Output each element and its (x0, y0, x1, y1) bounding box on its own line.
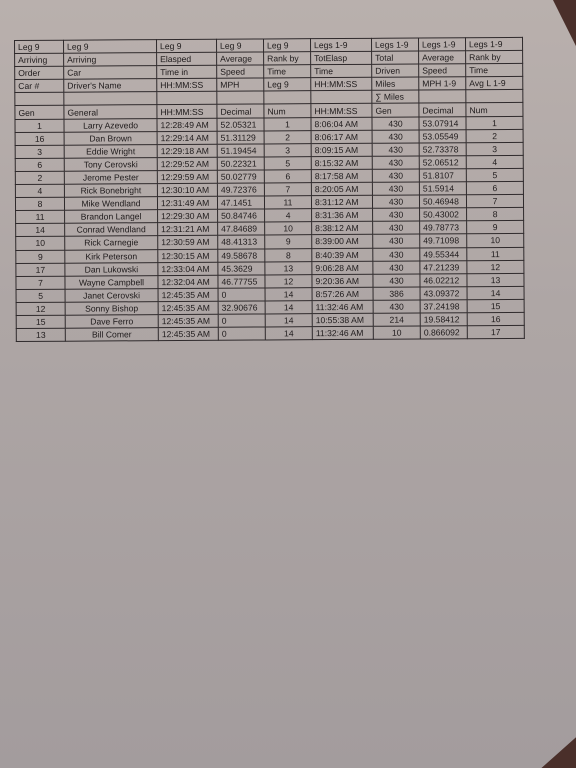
table-row (16, 325, 524, 341)
table-cell: 430 (373, 221, 420, 234)
header-cell: Gen (15, 106, 64, 119)
table-cell: 12:29:18 AM (157, 144, 217, 157)
header-cell (157, 92, 217, 105)
table-cell: Dan Brown (64, 131, 157, 145)
header-cell: Car (64, 66, 157, 80)
table-cell: 3 (15, 145, 64, 158)
table-cell: 4 (15, 184, 64, 197)
table-cell: 8 (15, 197, 64, 210)
header-cell: Speed (419, 64, 466, 77)
table-cell: 430 (373, 208, 420, 221)
header-cell (264, 91, 311, 104)
header-cell (466, 90, 523, 103)
table-cell: 7 (264, 183, 311, 196)
table-cell: 47.84689 (218, 222, 265, 235)
table-cell: 12:32:04 AM (158, 275, 218, 288)
table-cell: 7 (466, 195, 523, 208)
table-cell: 9:06:28 AM (312, 261, 373, 274)
table-cell: Rick Bonebright (64, 184, 157, 198)
table-cell: 48.41313 (218, 235, 265, 248)
table-cell: 14 (265, 314, 312, 327)
table-cell: 1 (466, 116, 523, 129)
table-cell: 386 (373, 287, 420, 300)
table-cell: 0 (218, 288, 265, 301)
header-cell: Legs 1-9 (465, 37, 522, 50)
table-cell: 8 (467, 208, 524, 221)
table-cell: 6 (466, 181, 523, 194)
table-cell: 50.02779 (217, 170, 264, 183)
table-cell: 4 (466, 155, 523, 168)
table-cell: 14 (467, 286, 524, 299)
header-cell: Legs 1-9 (310, 38, 371, 51)
table-cell: 12:30:15 AM (158, 249, 218, 262)
header-cell: Decimal (419, 103, 466, 116)
header-cell: Num (264, 104, 311, 117)
table-cell: 6 (264, 170, 311, 183)
table-cell: 3 (264, 143, 311, 156)
table-cell: 430 (372, 130, 419, 143)
header-cell (217, 91, 264, 104)
table-cell: 12 (16, 302, 65, 315)
header-cell: Leg 9 (157, 39, 217, 52)
table-cell: 8:17:58 AM (311, 169, 372, 182)
table-cell: Kirk Peterson (65, 249, 158, 263)
header-cell: Order (15, 66, 64, 79)
table-cell: 430 (373, 248, 420, 261)
table-cell: 16 (467, 312, 524, 325)
table-cell: 8:39:00 AM (312, 235, 373, 248)
table-cell: 12:45:35 AM (158, 301, 218, 314)
table-cell: 8:31:36 AM (312, 209, 373, 222)
header-cell: Elasped (157, 52, 217, 65)
table-cell: Larry Azevedo (64, 118, 157, 132)
header-cell: Average (217, 52, 264, 65)
table-cell: 12:30:59 AM (158, 236, 218, 249)
table-cell: 8 (265, 248, 312, 261)
header-cell: Car # (15, 79, 64, 92)
table-cell: 9 (265, 235, 312, 248)
table-cell: 4 (265, 209, 312, 222)
table-cell: 5 (16, 289, 65, 302)
results-table-body (15, 37, 525, 341)
table-cell: 51.31129 (217, 131, 264, 144)
table-cell: 430 (372, 156, 419, 169)
table-cell: 8:09:15 AM (311, 143, 372, 156)
header-cell (419, 90, 466, 103)
header-cell: Miles (372, 77, 419, 90)
table-cell: 430 (373, 274, 420, 287)
table-cell: 49.71098 (420, 234, 467, 247)
table-cell: 14 (265, 301, 312, 314)
table-cell: 9 (16, 250, 65, 263)
table-cell: Conrad Wendland (65, 223, 158, 237)
table-cell: 43.09372 (420, 287, 467, 300)
table-cell: 14 (265, 327, 312, 340)
table-cell: 11 (467, 247, 524, 260)
table-cell: 430 (372, 169, 419, 182)
table-cell: 430 (373, 234, 420, 247)
table-cell: 11 (264, 196, 311, 209)
header-cell: General (64, 105, 157, 119)
table-cell: Bill Comer (65, 328, 158, 342)
table-cell: 47.21239 (420, 260, 467, 273)
table-cell: Jerome Pester (64, 171, 157, 185)
table-cell: 8:38:12 AM (312, 222, 373, 235)
table-cell: 430 (373, 300, 420, 313)
table-cell: 0 (218, 327, 265, 340)
table-cell: 8:15:32 AM (311, 156, 372, 169)
table-cell: 1 (264, 117, 311, 130)
table-cell: 50.22321 (217, 157, 264, 170)
header-cell: Arriving (15, 53, 64, 66)
table-cell: 430 (373, 261, 420, 274)
header-cell: Driver's Name (64, 79, 157, 93)
table-cell: 430 (372, 182, 419, 195)
header-cell: Leg 9 (216, 39, 263, 52)
header-cell: Leg 9 (64, 40, 157, 54)
table-cell: 13 (467, 273, 524, 286)
table-cell: 50.84746 (218, 209, 265, 222)
table-cell: 51.19454 (217, 144, 264, 157)
header-cell: Time (311, 65, 372, 78)
table-cell: 8:40:39 AM (312, 248, 373, 261)
table-cell: 50.46948 (419, 195, 466, 208)
header-cell: Leg 9 (15, 40, 64, 53)
table-cell: 11:32:46 AM (312, 326, 373, 339)
table-cell: 47.1451 (217, 196, 264, 209)
header-cell: HH:MM:SS (311, 78, 372, 91)
table-cell: 12:29:14 AM (157, 131, 217, 144)
header-cell: Avg L 1-9 (466, 77, 523, 90)
table-cell: 37.24198 (420, 300, 467, 313)
header-cell: Leg 9 (263, 39, 310, 52)
header-cell: Time (264, 65, 311, 78)
table-cell: 12:31:21 AM (158, 223, 218, 236)
table-cell: 11:32:46 AM (312, 300, 373, 313)
header-cell: Rank by (264, 52, 311, 65)
table-cell: 50.43002 (420, 208, 467, 221)
table-cell: 10 (373, 326, 420, 339)
table-cell: 12:31:49 AM (157, 196, 217, 209)
table-cell: Eddie Wright (64, 144, 157, 158)
header-cell (15, 93, 64, 106)
header-cell: ∑ Miles (372, 90, 419, 103)
table-cell: 0 (218, 314, 265, 327)
header-cell: Num (466, 103, 523, 116)
table-cell: 49.78773 (420, 221, 467, 234)
table-cell: 16 (15, 132, 64, 145)
table-cell: 12:33:04 AM (158, 262, 218, 275)
table-cell: 7 (16, 276, 65, 289)
table-cell: 6 (15, 158, 64, 171)
table-cell: 13 (16, 328, 65, 341)
table-cell: 12:28:49 AM (157, 118, 217, 131)
table-cell: 19.58412 (420, 313, 467, 326)
table-cell: 12 (265, 274, 312, 287)
table-cell: 5 (264, 157, 311, 170)
header-cell: Average (419, 51, 466, 64)
table-cell: 8:31:12 AM (311, 195, 372, 208)
table-cell: 13 (265, 261, 312, 274)
table-cell: 12:29:52 AM (157, 157, 217, 170)
header-cell: Arriving (64, 53, 157, 67)
table-cell: 17 (16, 263, 65, 276)
table-cell: 12:29:59 AM (157, 170, 217, 183)
table-cell: 9 (467, 221, 524, 234)
table-cell: Mike Wendland (64, 197, 157, 211)
table-cell: 52.05321 (217, 118, 264, 131)
header-cell (311, 91, 372, 104)
header-cell: Legs 1-9 (371, 38, 418, 51)
table-cell: Tony Cerovski (64, 157, 157, 171)
table-cell: 53.05549 (419, 129, 466, 142)
table-cell: 52.06512 (419, 156, 466, 169)
table-cell: 49.58678 (218, 248, 265, 261)
header-cell: Rank by (466, 50, 523, 63)
table-cell: 12:45:35 AM (158, 314, 218, 327)
header-cell: MPH (217, 78, 264, 91)
table-cell: 214 (373, 313, 420, 326)
table-cell: 51.8107 (419, 169, 466, 182)
header-cell: HH:MM:SS (157, 79, 217, 92)
table-cell: 12:45:35 AM (158, 288, 218, 301)
table-cell: 12:29:30 AM (158, 209, 218, 222)
table-cell: Rick Carnegie (65, 236, 158, 250)
header-cell: Leg 9 (264, 78, 311, 91)
table-cell: 10 (265, 222, 312, 235)
header-cell: MPH 1-9 (419, 77, 466, 90)
header-cell: Decimal (217, 104, 264, 117)
header-cell: Gen (372, 103, 419, 116)
table-cell: 10 (467, 234, 524, 247)
table-cell: 14 (16, 224, 65, 237)
table-cell: 15 (16, 315, 65, 328)
header-cell: Time in (157, 65, 217, 78)
table-cell: 5 (466, 168, 523, 181)
table-cell: 2 (15, 171, 64, 184)
table-cell: 17 (467, 325, 524, 338)
table-cell: 430 (372, 117, 419, 130)
table-cell: 8:20:05 AM (311, 182, 372, 195)
table-cell: 45.3629 (218, 262, 265, 275)
table-cell: 2 (264, 130, 311, 143)
table-cell: 46.02212 (420, 273, 467, 286)
table-cell: 11 (16, 210, 65, 223)
results-table (14, 37, 525, 342)
table-cell: 12 (467, 260, 524, 273)
table-cell: 32.90676 (218, 301, 265, 314)
table-cell: 2 (466, 129, 523, 142)
table-cell: 9:20:36 AM (312, 274, 373, 287)
table-cell: 49.72376 (217, 183, 264, 196)
header-cell (64, 92, 157, 106)
table-cell: 12:45:35 AM (158, 327, 218, 340)
table-cell: Dave Ferro (65, 315, 158, 329)
header-cell: Driven (372, 64, 419, 77)
header-cell: Total (372, 51, 419, 64)
table-cell: 430 (372, 195, 419, 208)
header-cell: Legs 1-9 (418, 38, 465, 51)
table-cell: 10:55:38 AM (312, 313, 373, 326)
table-cell: 49.55344 (420, 247, 467, 260)
table-cell: 46.77755 (218, 275, 265, 288)
header-cell: Speed (217, 65, 264, 78)
table-cell: Janet Cerovski (65, 288, 158, 302)
table-cell: 430 (372, 143, 419, 156)
table-cell: Dan Lukowski (65, 262, 158, 276)
header-cell: TotElasp (311, 51, 372, 64)
table-cell: 8:06:04 AM (311, 117, 372, 130)
table-cell: 0.866092 (420, 326, 467, 339)
header-cell: HH:MM:SS (311, 104, 372, 117)
table-cell: Brandon Langel (65, 210, 158, 224)
table-cell: 52.73378 (419, 142, 466, 155)
table-cell: 15 (467, 299, 524, 312)
table-cell: 10 (16, 237, 65, 250)
header-cell: Time (466, 64, 523, 77)
table-cell: 8:57:26 AM (312, 287, 373, 300)
table-cell: 1 (15, 119, 64, 132)
table-cell: Wayne Campbell (65, 275, 158, 289)
table-cell: 51.5914 (419, 182, 466, 195)
header-cell: HH:MM:SS (157, 105, 217, 118)
table-cell: 8:06:17 AM (311, 130, 372, 143)
table-cell: 53.07914 (419, 116, 466, 129)
table-cell: 3 (466, 142, 523, 155)
table-cell: 14 (265, 287, 312, 300)
table-cell: 12:30:10 AM (157, 183, 217, 196)
table-cell: Sonny Bishop (65, 301, 158, 315)
